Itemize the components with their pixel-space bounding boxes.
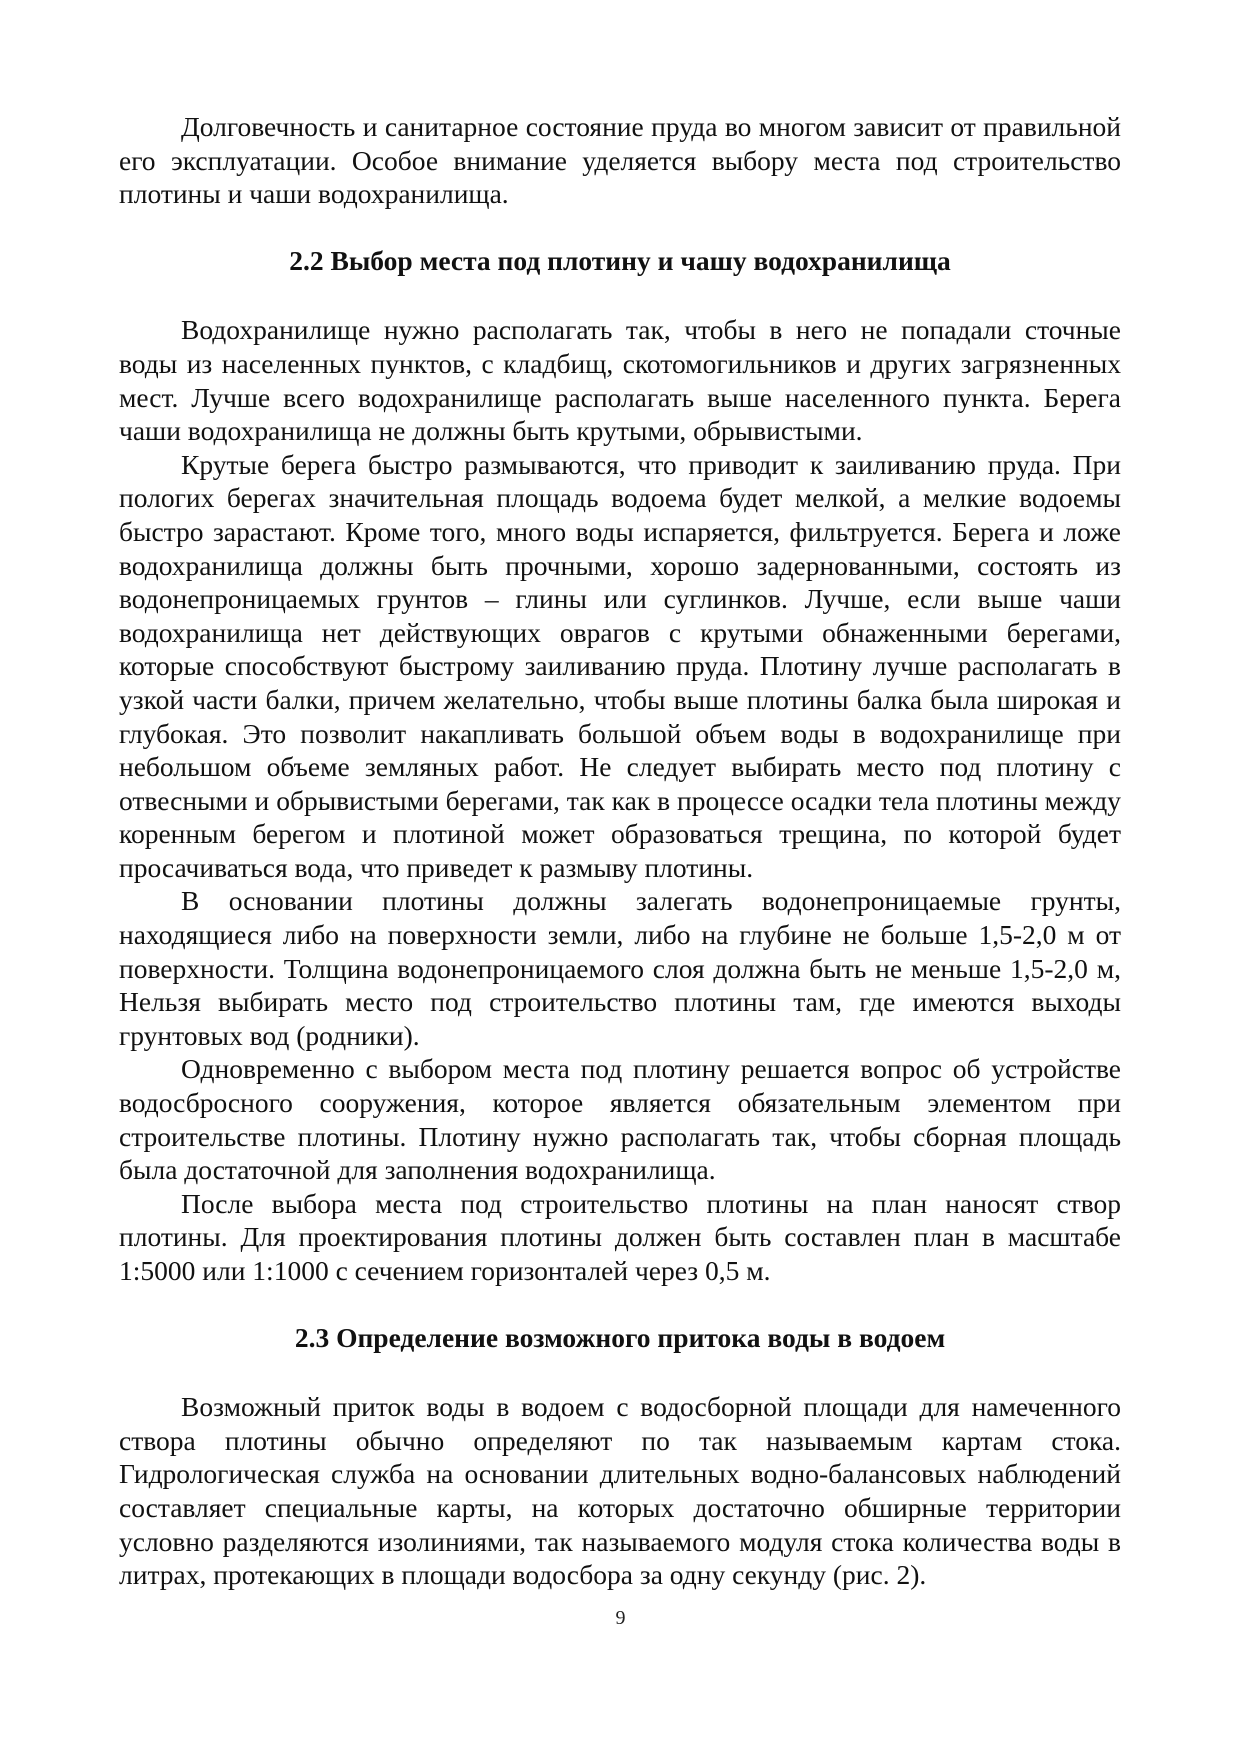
section-2-2-body [119,313,1121,1287]
paragraph: Водохранилище нужно располагать так, чтобы в него не попадали сточные воды из населенных пунктов, с кладбищ, скотомогильников и других загрязненных мест. Лучше всего водохранилище располагать выше населенного пункта. Берега чаши водохранилища не должны быть крутыми, обрывистыми. [119,314,1121,447]
document-page [119,110,1121,1592]
paragraph: Возможный приток воды в водоем с водосборной площади для намеченного створа плотины обычно определяют по так называемым картам стока. Гидрологическая служба на основании длительных водно-балансовых наблюдений составляет специальные карты, на которых достаточно обширные территории условно разделяются изолиниями, так называемого модуля стока количества воды в литрах, протекающих в площади водосбора за одну секунду (рис. 2). [119,1391,1121,1591]
section-2-3-body [119,1390,1121,1592]
paragraph: В основании плотины должны залегать водонепроницаемые грунты, находящиеся либо на поверхности земли, либо на глубине не больше 1,5-2,0 м от поверхности. Толщина водонепроницаемого слоя должна быть не меньше 1,5-2,0 м, Нельзя выбирать место под строительство плотины там, где имеются выходы грунтовых вод (родники). [119,885,1121,1051]
section-heading-2-3: 2.3 Определение возможного притока воды в водоем [294,1321,946,1353]
section-heading-2-2: 2.2 Выбор места под плотину и чашу водохранилища [289,244,951,276]
paragraph: Одновременно с выбором места под плотину решается вопрос об устройстве водосбросного сооружения, которое является обязательным элементом при строительстве плотины. Плотину нужно располагать так, чтобы сборная площадь была достаточной для заполнения водохранилища. [119,1053,1121,1186]
paragraph: После выбора места под строительство плотины на план наносят створ плотины. Для проектирования плотины должен быть составлен план в масштабе 1:5000 или 1:1000 с сечением горизонталей через 0,5 м. [119,1187,1121,1286]
intro-paragraph: Долговечность и санитарное состояние пруда во многом зависит от правильной его эксплуатации. Особое внимание уделяется выбору места под строительство плотины и чаши водохранилища. [119,111,1121,210]
page-number: 9 [615,1607,626,1629]
paragraph: Крутые берега быстро размываются, что приводит к заиливанию пруда. При пологих берегах значительная площадь водоема будет мелкой, а мелкие водоемы быстро зарастают. Кроме того, много воды испаряется, фильтруется. Берега и ложе водохранилища должны быть прочными, хорошо задернованными, состоять из водонепроницаемых грунтов – глины или суглинков. Лучше, если выше чаши водохранилища нет действующих оврагов с крутыми обнаженными берегами, которые способствуют быстрому заиливанию пруда. Плотину лучше располагать в узкой части балки, причем желательно, чтобы выше плотины балка была широкая и глубокая. Это позволит накапливать большой объем воды в водохранилище при небольшом объеме земляных работ. Не следует выбирать место под плотину с отвесными и обрывистыми берегами, так как в процессе осадки тела плотины между коренным берегом и плотиной может образоваться трещина, по которой будет просачиваться вода, что приведет к размыву плотины. [119,448,1121,883]
